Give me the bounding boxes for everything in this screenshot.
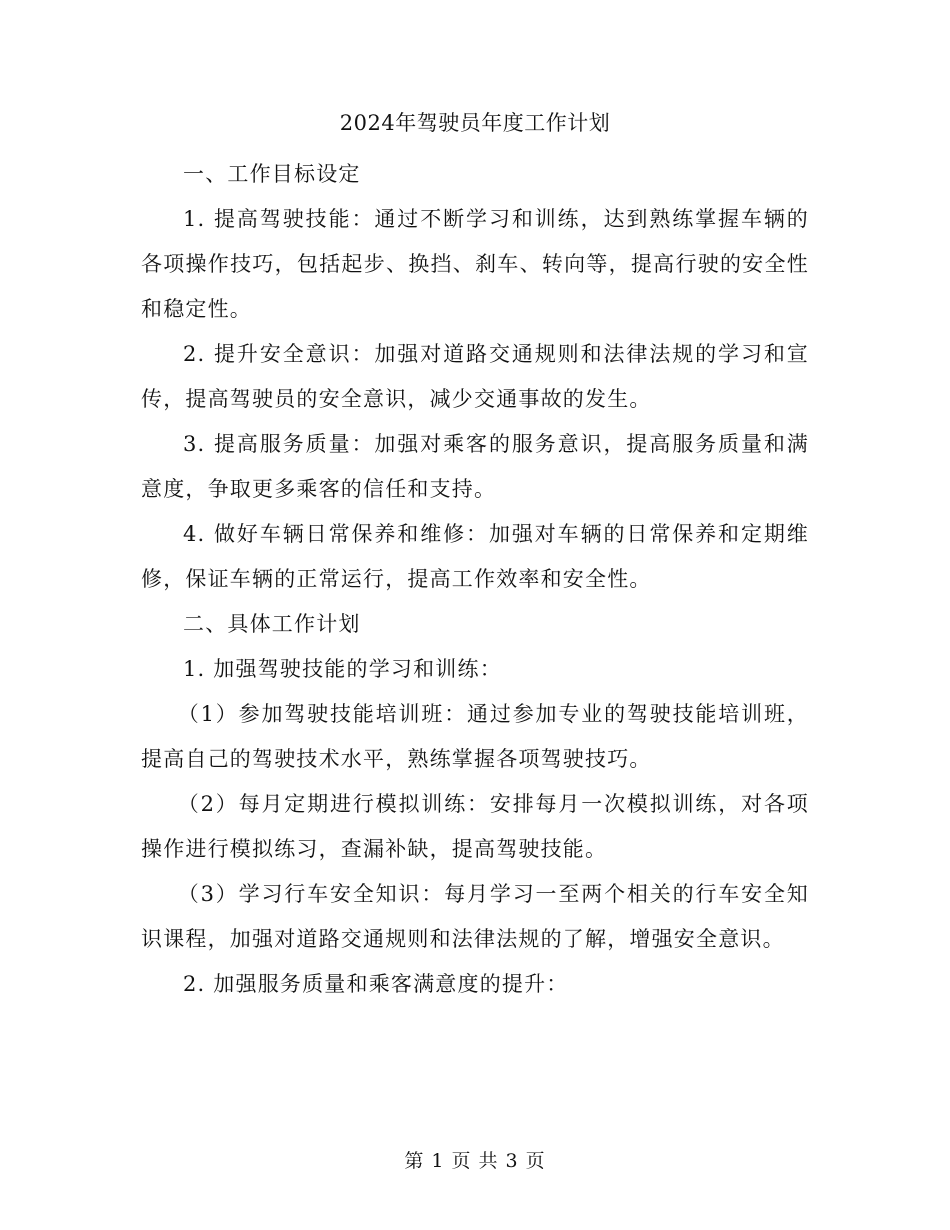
section-heading-goals: 一、工作目标设定 bbox=[183, 162, 361, 186]
plan-item-2: 2. 加强服务质量和乘客满意度的提升： bbox=[183, 972, 569, 996]
plan-subitem-1: （1）参加驾驶技能培训班：通过参加专业的驾驶技能培训班，提高自己的驾驶技术水平，熟练掌握各项驾驶技巧。 bbox=[141, 702, 809, 771]
goal-item-4: 4. 做好车辆日常保养和维修：加强对车辆的日常保养和定期维修，保证车辆的正常运行，提高工作效率和安全性。 bbox=[141, 522, 809, 591]
document-title: 2024年驾驶员年度工作计划 bbox=[339, 111, 611, 135]
goal-item-3: 3. 提高服务质量：加强对乘客的服务意识，提高服务质量和满意度，争取更多乘客的信任和支持。 bbox=[141, 432, 809, 501]
plan-item-1: 1. 加强驾驶技能的学习和训练： bbox=[183, 657, 502, 681]
goal-item-1: 1. 提高驾驶技能：通过不断学习和训练，达到熟练掌握车辆的各项操作技巧，包括起步、换挡、刹车、转向等，提高行驶的安全性和稳定性。 bbox=[141, 207, 809, 321]
section-heading-plan: 二、具体工作计划 bbox=[183, 612, 361, 636]
goal-item-2: 2. 提升安全意识：加强对道路交通规则和法律法规的学习和宣传，提高驾驶员的安全意识，减少交通事故的发生。 bbox=[141, 342, 809, 411]
page-footer: 第 1 页 共 3 页 bbox=[404, 1150, 546, 1172]
plan-subitem-3: （3）学习行车安全知识：每月学习一至两个相关的行车安全知识课程，加强对道路交通规则和法律法规的了解，增强安全意识。 bbox=[141, 882, 809, 951]
plan-subitem-2: （2）每月定期进行模拟训练：安排每月一次模拟训练，对各项操作进行模拟练习，查漏补缺，提高驾驶技能。 bbox=[141, 792, 809, 861]
document-body bbox=[141, 152, 809, 1007]
